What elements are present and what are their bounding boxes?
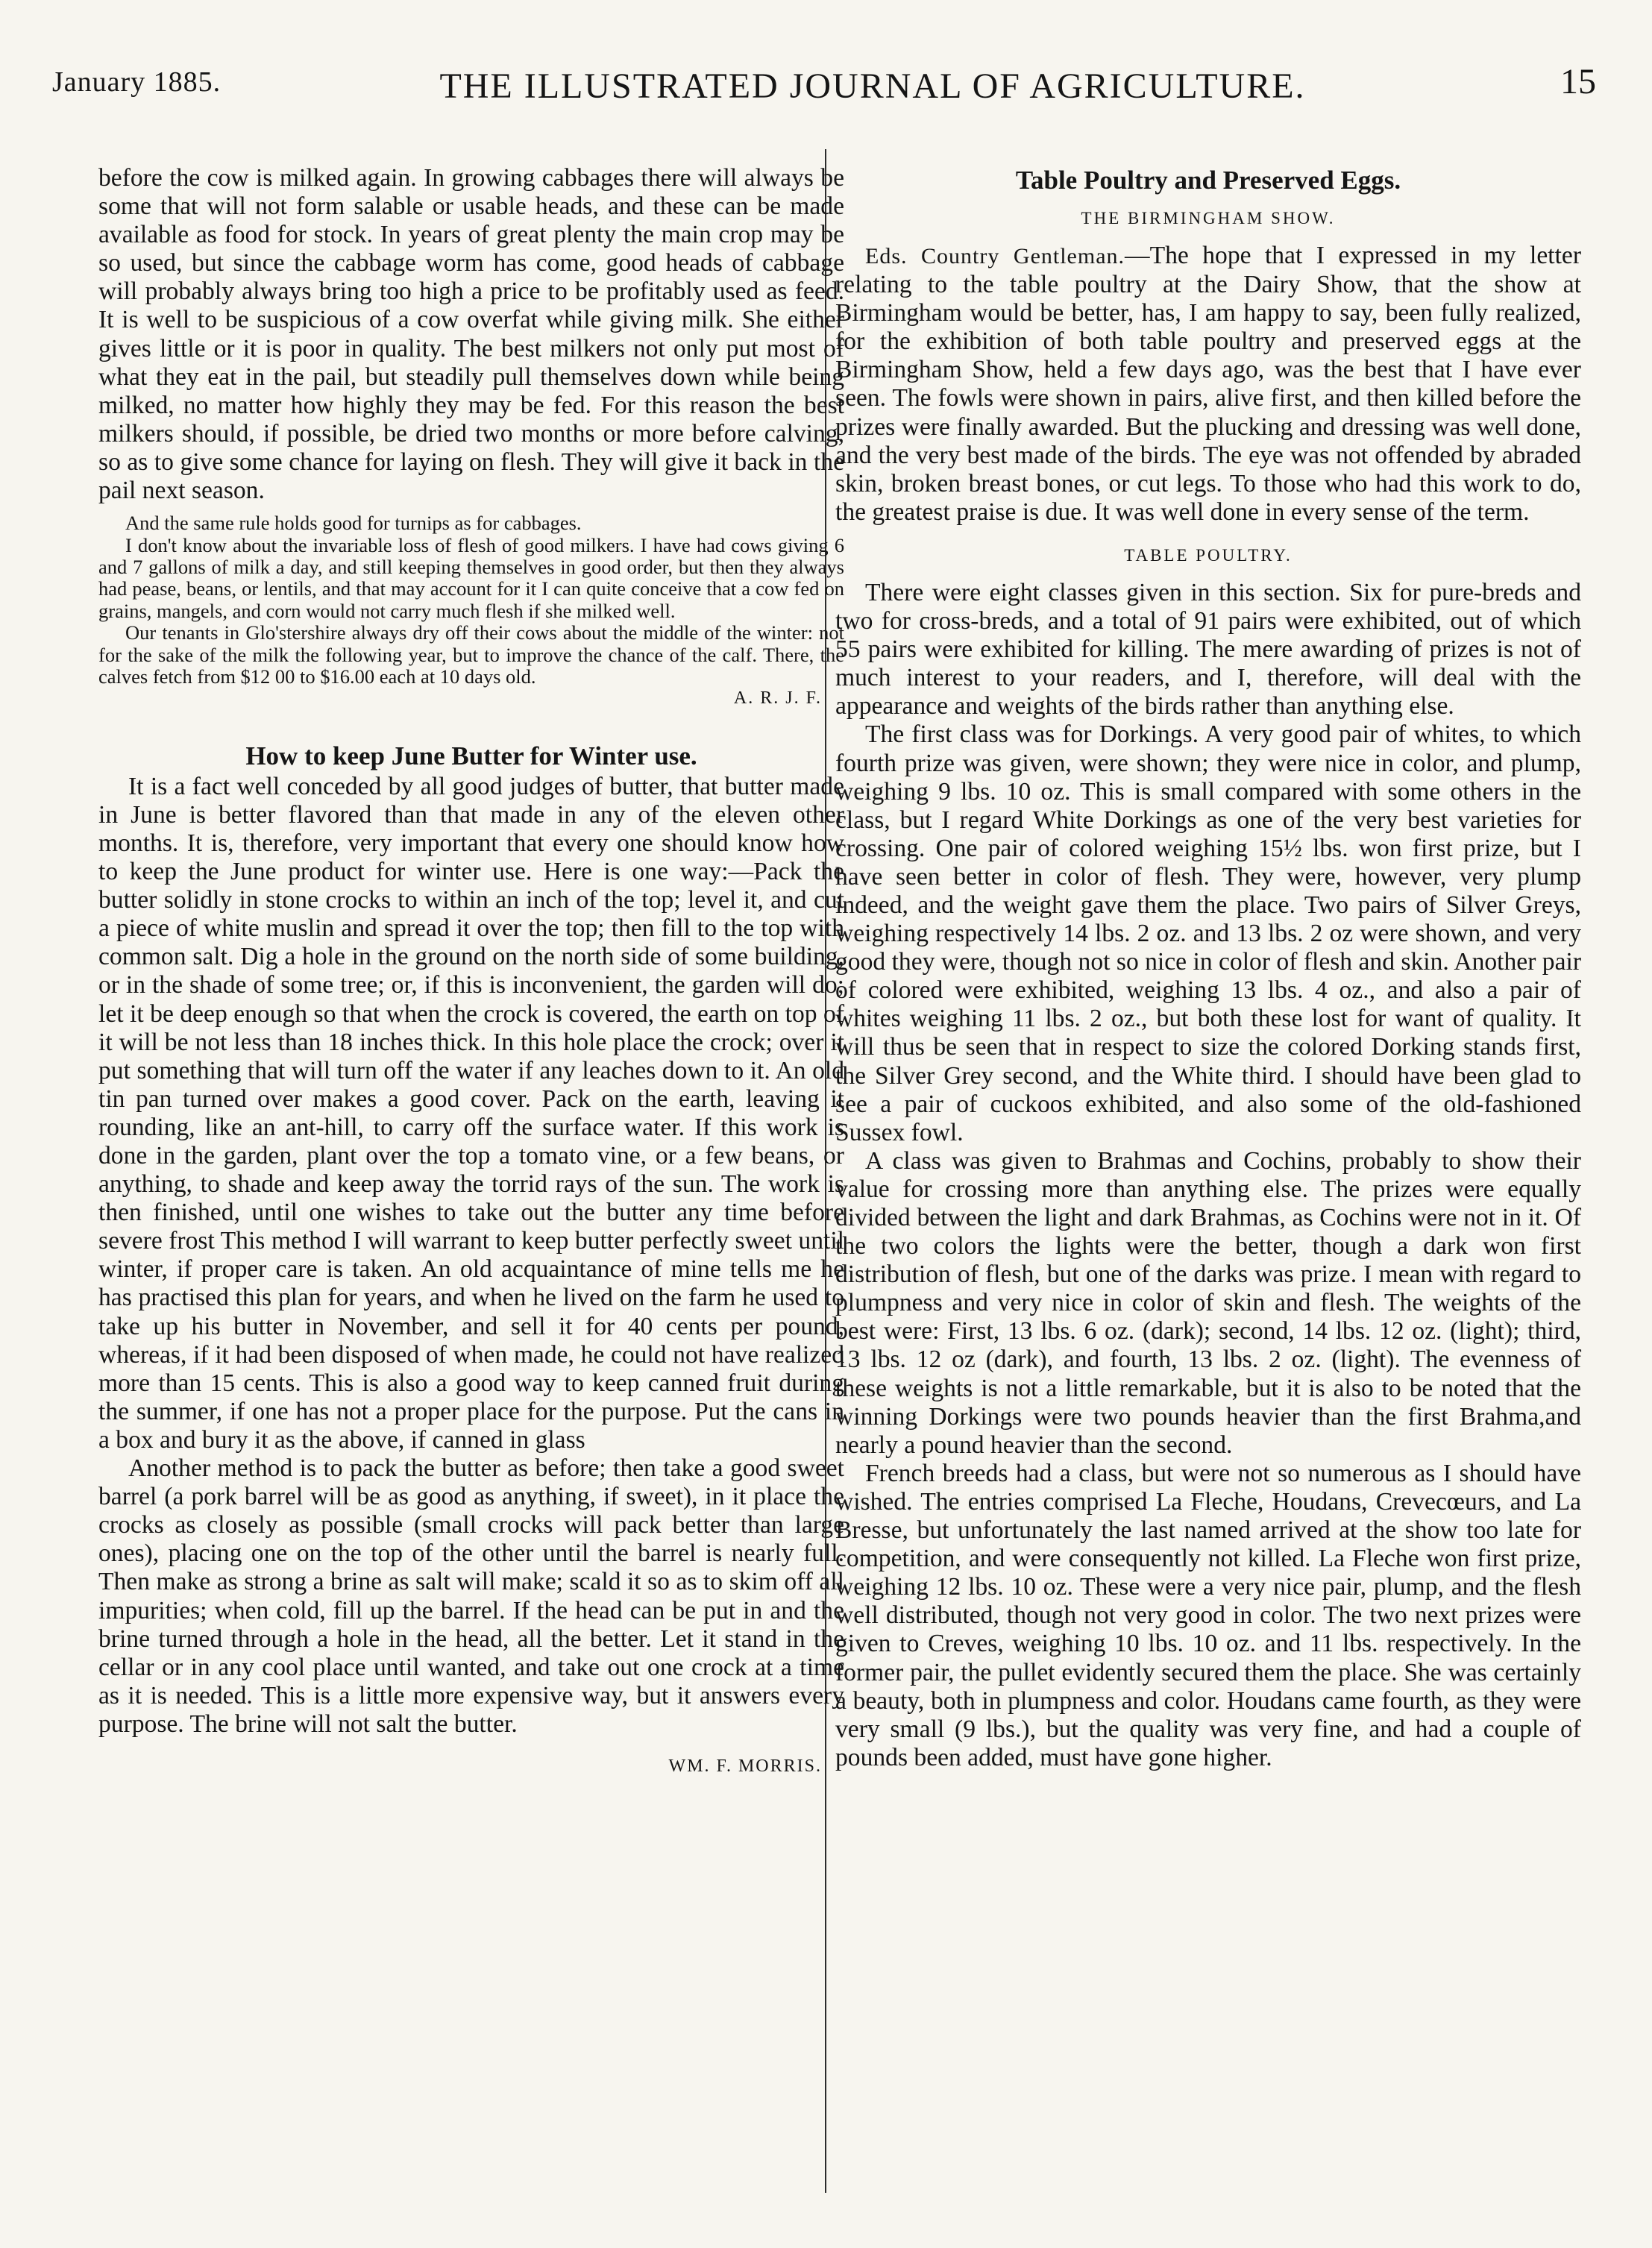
- continued-paragraph: before the cow is milked again. In growing cabbages there will always be some that will not form salable or usable heads, and these can be made available as food for stock. In years of great plenty the main crop may be so used, but since the cabbage worm has come, good heads of cabbage will probably always bring too high a price to be profitably used as feed. It is well to be suspicious of a cow overfat while giving milk. She either gives little or it is poor in quality. The best milkers not only put most of what they eat in the pail, but steadily pull themselves down while being milked, no matter how highly they may be fed. For this reason the best milkers should, if possible, be dried two months or more before calving, so as to give some chance for laying on flesh. They will give it back in the pail next season.: [98, 164, 844, 505]
- article-subtitle: THE BIRMINGHAM SHOW.: [1081, 209, 1336, 227]
- note-paragraph: Our tenants in Glo'stershire always dry off their cows about the middle of the winter: not for the sake of the milk the following year, but to improve the chance of the calf. There, the calves fetch from $12 00 to $16.00 each at 10 days old.: [98, 621, 844, 688]
- note-paragraph: I don't know about the invariable loss of flesh of good milkers. I have had cows giving 6 and 7 gallons of milk a day, and still keeping themselves in good order, but then they always had pease, beans, or lentils, and that may account for it I can quite conceive that a cow fed on grains, mangels, and corn would not carry much flesh if she milked well.: [98, 533, 844, 622]
- note-signature: A. R. J. F.: [733, 688, 822, 709]
- right-column: [835, 164, 1581, 1772]
- intro-text: —The hope that I expressed in my letter relating to the table poultry at the Dairy Show, that the show at Birmingham would be better, has, I am happy to say, been fully realized, for the exhibition of both table poultry and preserved eggs at the Birmingham Show, held a few days ago, was the best that I have ever seen. The fowls were shown in pairs, alive first, and then killed before the prizes were finally awarded. But the plucking and dressing was well done, and the very best made of the birds. The eye was not offended by abraded skin, broken breast bones, or cut legs. To those who had this work to do, the greatest praise is due. It was well done in every sense of the term.: [835, 242, 1582, 526]
- page-number: 15: [1560, 62, 1596, 101]
- article-paragraph: Another method is to pack the butter as before; then take a good sweet barrel (a pork barrel will be as good as anything, if sweet), in it place the crocks as closely as possible (small crocks will pack better than large ones), placing one on the top of the other until the barrel is nearly full. Then make as strong a brine as salt will make; scald it so as to skim off all impurities; when cold, fill up the barrel. If the head can be put in and the brine turned through a hole in the head, all the better. Let it stand in the cellar or in any cool place until wanted, and take out one crock at a time as it is needed. This is a little more expensive way, but it answers every purpose. The brine will not salt the butter.: [98, 1454, 844, 1738]
- issue-date: January 1885.: [52, 66, 222, 98]
- butter-article-title: How to keep June Butter for Winter use.: [245, 741, 697, 770]
- article-paragraph: A class was given to Brahmas and Cochins, probably to show their value for crossing more than anything else. The prizes were equally divided between the light and dark Brahmas, as Cochins were not in it. Of the two colors the lights were the better, though a dark won first distribution of flesh, but one of the darks was prize. I mean with regard to plumpness and very nice in color of skin and flesh. The weights of the best were: First, 13 lbs. 6 oz. (dark); second, 14 lbs. 12 oz. (light); third, 13 lbs. 12 oz (dark), and fourth, 13 lbs. 2 oz. (light). The evenness of these weights is not a little remarkable, but it is also to be noted that the winning Dorkings were two pounds heavier than the first Brahma,and nearly a pound heavier than the second.: [835, 1146, 1581, 1459]
- article-paragraph: The first class was for Dorkings. A very good pair of whites, to which fourth prize was given, were shown; they were nice in color, and plump, weighing 9 lbs. 10 oz. This is small compared with some others in the class, but I regard White Dorkings as one of the very best varieties for crossing. One pair of colored weighing 15½ lbs. won first prize, but I have seen better in color of flesh. They were, however, very plump indeed, and the weight gave them the place. Two pairs of Silver Greys, weighing respectively 14 lbs. 2 oz. and 13 lbs. 2 oz were shown, and very good they were, though not so nice in color of flesh and skin. Another pair of colored were exhibited, weighing 13 lbs. 4 oz., and also a pair of whites weighing 11 lbs. 2 oz., but both these lost for want of quality. It will thus be seen that in respect to size the colored Dorking stands first, the Silver Grey second, and the White third. I should have been glad to see a pair of cuckoos exhibited, and also some of the old-fashioned Sussex fowl.: [835, 720, 1581, 1146]
- intro-paragraph: [835, 242, 1581, 527]
- article-paragraph: There were eight classes given in this section. Six for pure-breds and two for cross-breds, and a total of 91 pairs were exhibited, out of which 55 pairs were exhibited for killing. The mere awarding of prizes is not of much interest to your readers, and I, therefore, will deal with the appearance and weights of the birds rather than anything else.: [835, 578, 1581, 720]
- journal-title: THE ILLUSTRATED JOURNAL OF AGRICULTURE.: [439, 66, 1306, 106]
- article-signature: WM. F. MORRIS.: [668, 1756, 822, 1776]
- page-header: [52, 62, 1604, 118]
- article-paragraph: French breeds had a class, but were not so numerous as I should have wished. The entries comprised La Fleche, Houdans, Crevecœurs, and La Bresse, but unfortunately the last named arrived at the show too late for competition, and were consequently not killed. La Fleche won first prize, weighing 12 lbs. 10 oz. These were a very nice pair, plump, and the flesh well distributed, though not very good in color. The two next prizes were given to Creves, weighing 10 lbs. 10 oz. and 11 lbs. respectively. In the former pair, the pullet evidently secured them the place. She was certainly a beauty, both in plumpness and color. Houdans came fourth, as they were very small (9 lbs.), but the quality was very fine, and had a couple of pounds been added, must have gone higher.: [835, 1459, 1581, 1771]
- editor-note: [98, 512, 844, 710]
- left-column: [98, 164, 844, 1780]
- section-heading: TABLE POULTRY.: [1124, 545, 1293, 565]
- article-signature-row: [98, 1752, 844, 1780]
- poultry-article-title: Table Poultry and Preserved Eggs.: [1015, 166, 1401, 195]
- salutation: Eds. Country Gentleman.: [865, 244, 1125, 269]
- article-paragraph: It is a fact well conceded by all good judges of butter, that butter made in June is better flavored than that made in any of the eleven other months. It is, therefore, very important that every one should know how to keep the June product for winter use. Here is one way:—Pack the butter solidly in stone crocks to within an inch of the top; level it, and cut a piece of white muslin and spread it over the top; then fill to the top with common salt. Dig a hole in the ground on the north side of some building, or in the shade of some tree; or, if this is inconvenient, the garden will do; let it be deep enough so that when the crock is covered, the earth on top of it will be not less than 18 inches thick. In this hole place the crock; over it put something that will turn off the water if any leaches down to it. An old tin pan turned over makes a good cover. Pack on the earth, leaving it rounding, like an ant-hill, to carry off the surface water. If this work is done in the garden, plant over the top a tomato vine, or a few beans, or anything, to shade and keep away the torrid rays of the sun. The work is then finished, until one wishes to take out the butter any time before severe frost This method I will warrant to keep butter perfectly sweet until winter, if proper care is taken. An old acquaintance of mine tells me he has practised this plan for years, and when he lived on the farm he used to take up his butter in November, and sell it for 40 cents per pound, whereas, if it had been disposed of when made, he could not have realized more than 15 cents. This is also a good way to keep canned fruit during the summer, if one has not a proper place for the purpose. Put the cans in a box and bury it as the above, if canned in glass: [98, 772, 844, 1454]
- note-paragraph: And the same rule holds good for turnips as for cabbages.: [125, 512, 582, 535]
- note-signature-row: [98, 688, 844, 709]
